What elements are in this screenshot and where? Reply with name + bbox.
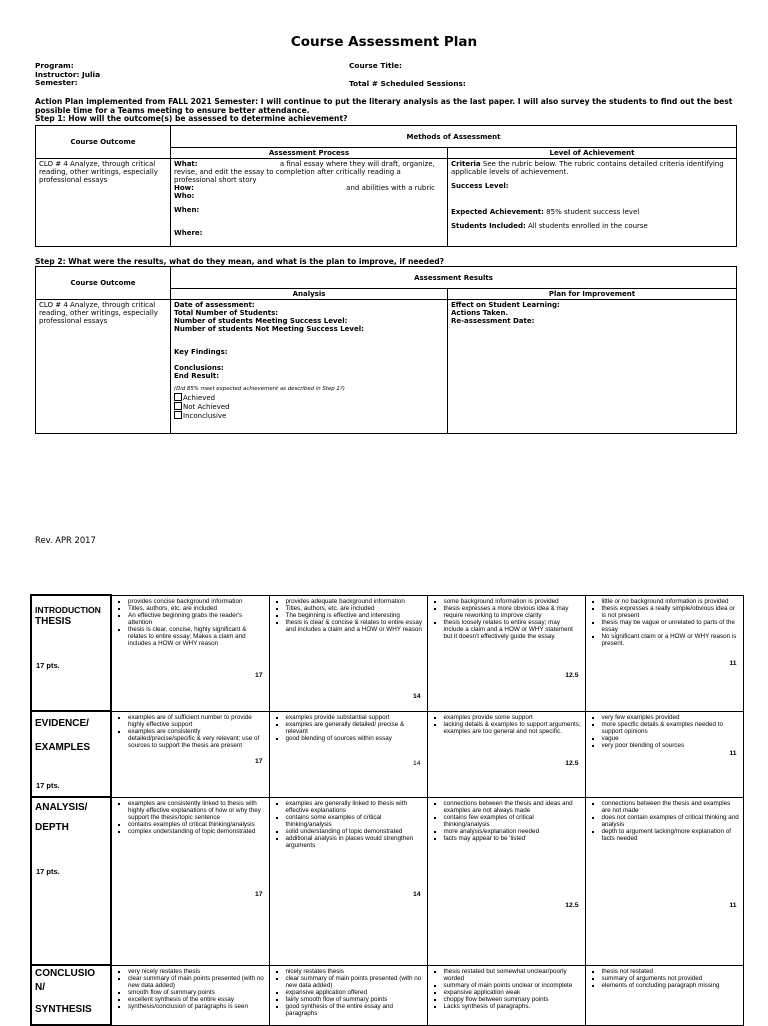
rubric-row-introduction	[31, 595, 743, 711]
assessment-methods-table	[35, 125, 737, 247]
expected-label: Expected Achievement:	[451, 208, 544, 216]
criteria-item: ▪ expansive application weak	[444, 989, 582, 996]
rubric-cell	[111, 797, 269, 965]
criteria-item: ▪ facts may appear to be 'listed'	[444, 835, 582, 842]
rubric-row-analysis	[31, 797, 743, 965]
criteria-item: ▪ excellent synthesis of the entire essay	[128, 996, 266, 1003]
rubric-category	[31, 595, 111, 711]
criteria-item: ▪ summary of arguments not provided	[602, 975, 740, 982]
criteria-item: ▪ depth to argument lacking/more explanation of facts needed	[602, 828, 740, 842]
criteria-item: ▪ more analysis/explanation needed	[444, 828, 582, 835]
criteria-item: ▪ connections between the thesis and ideas and examples are not always made	[444, 800, 582, 814]
rubric-cell	[111, 965, 269, 1025]
analysis-header: Analysis	[171, 289, 448, 300]
not-meeting-label: Number of students Not Meeting Success Level:	[174, 325, 364, 333]
findings-label: Key Findings:	[174, 348, 228, 356]
criteria-item: ▪ synthesis/conclusion of paragraphs is seen	[128, 1003, 266, 1010]
when-label: When:	[174, 206, 200, 214]
meeting-label: Number of students Meeting Success Level:	[174, 317, 348, 325]
level-header: Level of Achievement	[448, 148, 737, 159]
criteria-item: ▪ examples are generally detailed/ precise & relevant	[286, 721, 424, 735]
score: 11	[729, 749, 737, 757]
process-cell	[171, 159, 448, 247]
score: 12.5	[565, 759, 579, 767]
step1-text: Step 1: How will the outcome(s) be assessed to determine achievement?	[35, 114, 348, 124]
action-plan-block	[35, 98, 740, 124]
where-label: Where:	[174, 229, 203, 237]
criteria-item: ▪ smooth flow of summary points	[128, 989, 266, 996]
criteria-item: ▪ Titles, authors, etc. are included	[286, 605, 424, 612]
criteria-item: ▪ contains some examples of critical thinking/analysis	[286, 814, 424, 828]
score: 14	[412, 890, 421, 898]
criteria-item: ▪ Titles, authors, etc. are included	[128, 605, 266, 612]
rubric-cell	[111, 711, 269, 797]
criteria-item: ▪ An effective beginning grabs the reader's attention	[128, 612, 266, 626]
criteria-item: ▪ thesis restated but somewhat unclear/poorly worded	[444, 968, 582, 982]
checkbox-icon[interactable]	[174, 411, 182, 419]
rubric-cell	[269, 711, 427, 797]
category-points: 17 pts.	[36, 781, 60, 790]
rubric-cell	[269, 797, 427, 965]
effect-label: Effect on Student Learning:	[451, 301, 560, 309]
criteria-item: ▪ thesis is clear & concise & relates to entire essay and includes a claim and a HOW or WHY reason	[286, 619, 424, 633]
criteria-item: ▪ little or no background information is provided	[602, 598, 740, 605]
criteria-item: ▪ good blending of sources within essay	[286, 735, 424, 742]
score: 17	[254, 671, 263, 679]
score: 17	[254, 890, 263, 898]
score: 14	[412, 759, 421, 767]
achieved-option[interactable]: Achieved	[174, 393, 444, 402]
criteria-item: ▪ examples are consistently detailed/precise/specific & very relevant; use of sources to support the thesis are present	[128, 728, 266, 749]
what-text: a final essay where they will draft, organize, revise, and edit the essay to completion after critically reading a professional short story	[174, 160, 435, 184]
criteria-item: ▪ complex understanding of topic demonstrated	[128, 828, 266, 835]
score: 12.5	[565, 671, 579, 679]
category-title: ANALYSIS/	[35, 802, 88, 813]
analysis-cell	[171, 300, 448, 434]
rubric-row-evidence	[31, 711, 743, 797]
end-result-label: End Result:	[174, 372, 220, 380]
plan-cell	[448, 300, 737, 434]
success-level-label: Success Level:	[451, 182, 509, 190]
rubric-cell	[427, 711, 585, 797]
what-label: What:	[174, 160, 198, 168]
date-label: Date of assessment:	[174, 301, 255, 309]
course-outcome-header: Course Outcome	[36, 126, 171, 159]
students-text: All students enrolled in the course	[528, 222, 648, 230]
criteria-item: ▪ examples are generally linked to thesis with effective explanations	[286, 800, 424, 814]
criteria-item: ▪ nicely restates thesis	[286, 968, 424, 975]
inconclusive-option[interactable]: Inconclusive	[174, 411, 444, 420]
revision-note: Rev. APR 2017	[35, 535, 96, 545]
score: 14	[412, 692, 421, 700]
rubric-category	[31, 965, 111, 1025]
rubric-table	[30, 594, 744, 1026]
page-title: Course Assessment Plan	[290, 34, 478, 50]
criteria-item: ▪ thesis loosely relates to entire essay; may include a claim and a HOW or WHY statement but it doesn't effectively guide the essay.	[444, 619, 582, 640]
results-header: Assessment Results	[171, 267, 737, 289]
rubric-cell	[427, 797, 585, 965]
criteria-item: ▪ Lacks synthesis of paragraphs.	[444, 1003, 582, 1010]
how-text: and abilities with a rubric	[346, 184, 436, 192]
category-subtitle: DEPTH	[35, 822, 69, 833]
criteria-item: ▪ thesis expresses a really simple/obvious idea or is not present	[602, 605, 740, 619]
criteria-item: ▪ clear summary of main points presented (with no new data added)	[286, 975, 424, 989]
not-achieved-option[interactable]: Not Achieved	[174, 402, 444, 411]
criteria-item: ▪ examples provide substantial support	[286, 714, 424, 721]
header-right	[349, 62, 649, 97]
rubric-cell	[585, 965, 743, 1025]
score: 17	[254, 757, 263, 765]
category-subtitle: EXAMPLES	[35, 742, 91, 753]
who-label: Who:	[174, 192, 195, 200]
category-subtitle-2: SYNTHESIS	[35, 1004, 92, 1015]
reassess-label: Re-assessment Date:	[451, 317, 535, 325]
criteria-item: ▪ very poor blending of sources	[602, 742, 740, 749]
how-label: How:	[174, 184, 194, 192]
criteria-item: ▪ clear summary of main points presented (with no new data added)	[128, 975, 266, 989]
rubric-cell	[427, 595, 585, 711]
criteria-item: ▪ good synthesis of the entire essay and paragraphs	[286, 1003, 424, 1017]
rubric-category	[31, 711, 111, 797]
criteria-item: ▪ thesis may be vague or unrelated to parts of the essay	[602, 619, 740, 633]
criteria-item: ▪ expansive application offered	[286, 989, 424, 996]
course-outcome-header-2: Course Outcome	[36, 267, 171, 300]
criteria-item: ▪ contains few examples of critical thinking/analysis	[444, 814, 582, 828]
did-meet-question: (Did 85% meet expected achievement as described in Step 1?)	[174, 386, 345, 392]
criteria-label: Criteria	[451, 160, 481, 168]
assessment-results-table	[35, 266, 737, 434]
checkbox-icon[interactable]	[174, 393, 182, 401]
criteria-item: ▪ additional analysis in places would strengthen arguments	[286, 835, 424, 849]
checkbox-icon[interactable]	[174, 402, 182, 410]
category-subtitle: THESIS	[35, 616, 72, 627]
action-plan-text: Action Plan implemented from FALL 2021 Semester: I will continue to put the literary analysis as the last paper. I will also survey the students to find out the best possible time for a Teams meeting to ensure better attendance.	[35, 97, 733, 115]
rubric-cell	[427, 965, 585, 1025]
category-title: EVIDENCE/	[35, 718, 89, 729]
criteria-item: ▪ thesis expresses a more obvious idea & may require reworking to improve clarity	[444, 605, 582, 619]
course-title-label: Course Title:	[349, 61, 403, 70]
criteria-item: ▪ fairly smooth flow of summary points	[286, 996, 424, 1003]
criteria-item: ▪ examples provide some support	[444, 714, 582, 721]
criteria-item: ▪ choppy flow between summary points	[444, 996, 582, 1003]
program-label: Program:	[35, 61, 74, 70]
rubric-cell	[269, 965, 427, 1025]
clo-cell: CLO # 4 Analyze, through critical reading, other writings, especially professional essays	[36, 159, 171, 247]
criteria-item: ▪ more specific details & examples needed to support opinions	[602, 721, 740, 735]
clo-cell-2: CLO # 4 Analyze, through critical reading, other writings, especially professional essays	[36, 300, 171, 434]
criteria-item: ▪ examples are consistently linked to thesis with highly effective explanations of how or why they support the thesis/topic sentence	[128, 800, 266, 821]
category-points: 17 pts.	[36, 661, 60, 670]
level-cell	[448, 159, 737, 247]
criteria-item: ▪ summary of main points unclear or incomplete	[444, 982, 582, 989]
rubric-cell	[111, 595, 269, 711]
rubric-category	[31, 797, 111, 965]
score: 12.5	[565, 901, 579, 909]
criteria-item: ▪ thesis is clear, concise, highly significant & relates to entire essay; Makes a claim and includes a HOW or WHY reason	[128, 626, 266, 647]
header-left	[35, 62, 285, 88]
criteria-item: ▪ vague	[602, 735, 740, 742]
category-title: CONCLUSIO	[35, 968, 95, 979]
plan-header: Plan for Improvement	[448, 289, 737, 300]
methods-header: Methods of Assessment	[171, 126, 737, 148]
step2-text: Step 2: What were the results, what do they mean, and what is the plan to improve, if needed?	[35, 257, 445, 266]
actions-label: Actions Taken.	[451, 309, 509, 317]
students-label: Students Included:	[451, 222, 526, 230]
criteria-item: ▪ No significant claim or a HOW or WHY reason is present.	[602, 633, 740, 647]
criteria-item: ▪ very few examples provided	[602, 714, 740, 721]
instructor-label: Instructor: Julia	[35, 69, 101, 79]
criteria-item: ▪ provides adequate background information	[286, 598, 424, 605]
expected-text: 85% student success level	[546, 208, 640, 216]
category-points: 17 pts.	[36, 867, 60, 876]
rubric-cell	[585, 711, 743, 797]
criteria-item: ▪ elements of concluding paragraph missing	[602, 982, 740, 989]
criteria-item: ▪ very nicely restates thesis	[128, 968, 266, 975]
criteria-item: ▪ connections between the thesis and examples are not made	[602, 800, 740, 814]
category-subtitle: N/	[35, 982, 45, 993]
sessions-label: Total # Scheduled Sessions:	[349, 78, 466, 88]
criteria-item: ▪ examples are of sufficient number to provide highly effective support	[128, 714, 266, 728]
score: 11	[729, 901, 737, 909]
rubric-row-conclusion	[31, 965, 743, 1025]
criteria-text: See the rubric below. The rubric contains detailed criteria identifying applicable levels of achievement.	[451, 160, 724, 176]
total-label: Total Number of Students:	[174, 309, 279, 317]
rubric-cell	[585, 797, 743, 965]
criteria-item: ▪ does not contain examples of critical thinking and analysis	[602, 814, 740, 828]
category-title: INTRODUCTION	[35, 605, 101, 615]
criteria-item: ▪ some background information is provided	[444, 598, 582, 605]
criteria-item: ▪ solid understanding of topic demonstrated	[286, 828, 424, 835]
assessment-process-header: Assessment Process	[171, 148, 448, 159]
rubric-cell	[585, 595, 743, 711]
criteria-item: ▪ lacking details & examples to support arguments; examples are too general and not specific.	[444, 721, 582, 735]
criteria-item: ▪ provides concise background information	[128, 598, 266, 605]
score: 11	[729, 659, 737, 667]
criteria-item: ▪ thesis not restated	[602, 968, 740, 975]
semester-label: Semester:	[35, 78, 78, 88]
criteria-item: ▪ contains examples of critical thinking/analysis	[128, 821, 266, 828]
conclusions-label: Conclusions:	[174, 364, 224, 372]
rubric-cell	[269, 595, 427, 711]
criteria-item: ▪ The beginning is effective and interesting	[286, 612, 424, 619]
